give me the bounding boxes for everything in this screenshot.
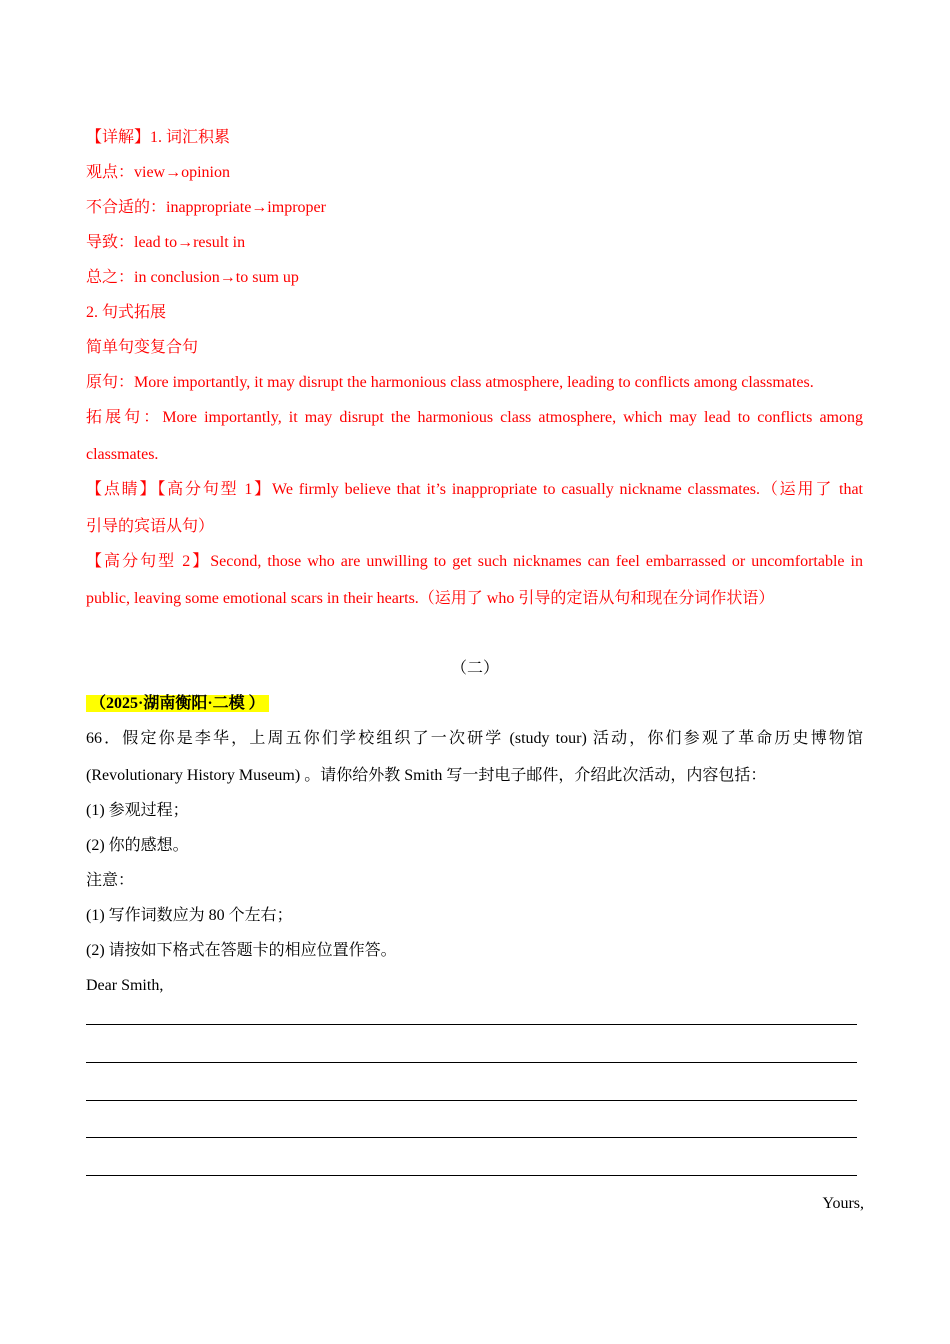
notes-heading: 注意： <box>86 872 135 889</box>
answer-line <box>86 1062 857 1063</box>
content-item: (2) 你的感想。 <box>86 837 189 854</box>
expanded-sentence-line2: classmates. <box>86 446 159 463</box>
prompt-line1: 66．假定你是李华，上周五你们学校组织了一次研学 (study tour) 活动，你们参观了革命历史博物馆 <box>86 730 863 747</box>
original-sentence: 原句：More importantly, it may disrupt the harmonious class atmosphere, leading to conflicts among classmates. <box>86 374 814 391</box>
subheading: 简单句变复合句 <box>86 339 199 356</box>
source-tag-row <box>86 694 269 714</box>
highlight-1-line2: 引导的宾语从句） <box>86 518 215 535</box>
answer-line <box>86 1024 857 1025</box>
vocab-item: 不合适的：inappropriate→improper <box>86 199 326 216</box>
prompt-line2: (Revolutionary History Museum) 。请你给外教 Smith 写一封电子邮件，介绍此次活动，内容包括： <box>86 767 767 784</box>
note-item: (1) 写作词数应为 80 个左右； <box>86 907 293 924</box>
vocab-item: 总之：in conclusion→to sum up <box>86 269 299 286</box>
highlight-2-line1: 【高分句型 2】Second, those who are unwilling to get such nicknames can feel embarrassed or uncomfortable in <box>86 553 863 570</box>
closing: Yours, <box>822 1195 864 1212</box>
salutation: Dear Smith, <box>86 977 164 994</box>
note-item: (2) 请按如下格式在答题卡的相应位置作答。 <box>86 942 397 959</box>
answer-line <box>86 1137 857 1138</box>
source-tag: （2025·湖南衡阳·二模 ） <box>86 695 269 712</box>
expanded-sentence-line1: 拓展句：More importantly, it may disrupt the harmonious class atmosphere, which may lead to conflicts among <box>86 409 863 426</box>
highlight-2-line2: public, leaving some emotional scars in their hearts.（运用了 who 引导的定语从句和现在分词作状语） <box>86 590 775 607</box>
content-item: (1) 参观过程； <box>86 802 189 819</box>
answer-line <box>86 1175 857 1176</box>
vocab-item: 导致：lead to→result in <box>86 234 246 251</box>
highlight-1-line1: 【点睛】【高分句型 1】We firmly believe that it’s inappropriate to casually nickname classmates.（运用了 that <box>86 481 863 498</box>
answer-line <box>86 1100 857 1101</box>
section-number: （二） <box>450 660 499 677</box>
detail-heading: 【详解】1. 词汇积累 <box>86 129 231 146</box>
vocab-item: 观点：view→opinion <box>86 164 230 181</box>
section-heading: 2. 句式拓展 <box>86 304 167 321</box>
